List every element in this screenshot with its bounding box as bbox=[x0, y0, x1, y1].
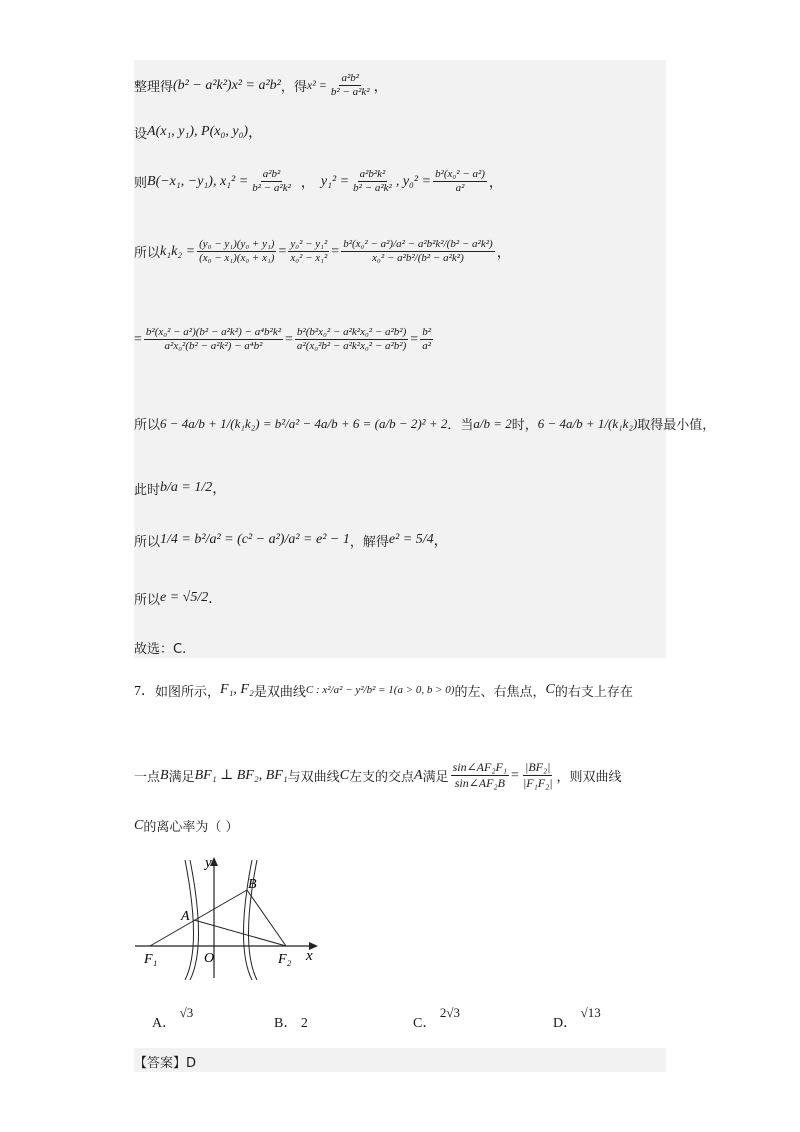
point-a-label: A bbox=[181, 909, 190, 924]
option-c[interactable] bbox=[413, 1005, 460, 1032]
equation: , y₀² = bbox=[395, 173, 432, 189]
equation: B bbox=[160, 767, 169, 783]
text: 时， bbox=[511, 418, 538, 433]
punct: ， bbox=[212, 482, 227, 497]
numerator: b²(x₀² − a²) bbox=[435, 168, 485, 180]
answer-text: 【答案】D bbox=[134, 1056, 197, 1071]
equation: 6 − 4a/b + 1/(k₁k₂) bbox=[537, 415, 638, 431]
denominator: b² − a²k² bbox=[252, 182, 291, 194]
point-f2-label: F₂ bbox=[278, 952, 292, 967]
option-b-label: B． bbox=[274, 1016, 298, 1031]
text: 故选：C. bbox=[134, 642, 187, 657]
option-d-value: √13 bbox=[580, 1005, 601, 1020]
question-number: 7． bbox=[134, 684, 155, 699]
equation: k₁k₂ = bbox=[160, 243, 196, 259]
numerator: |BF₂| bbox=[525, 760, 551, 774]
point-f1-label: F₁ bbox=[144, 952, 158, 967]
solution-line-6 bbox=[134, 414, 715, 433]
fraction bbox=[351, 168, 394, 195]
equation: 1/4 = b²/a² = (c² − a²)/a² = e² − 1 bbox=[160, 532, 350, 547]
fraction bbox=[341, 238, 494, 265]
text: 满足 bbox=[168, 770, 195, 785]
text: 所以 bbox=[134, 418, 161, 433]
punct: ， bbox=[248, 126, 263, 141]
denominator: sin∠AF₂B bbox=[454, 776, 505, 790]
solution-line-8 bbox=[134, 530, 448, 550]
option-b-value: 2 bbox=[300, 1016, 308, 1031]
text: 的左、右焦点， bbox=[454, 684, 546, 700]
text: 所以 bbox=[134, 246, 161, 261]
equation: a/b = 2 bbox=[473, 415, 512, 431]
numerator: b²(x₀² − a²)(b² − a²k²) − a⁴b²k² bbox=[145, 326, 282, 338]
hyperbola-figure bbox=[130, 850, 330, 980]
punct: ， bbox=[433, 534, 448, 549]
fraction bbox=[451, 760, 509, 791]
numerator: (y₀ − y₁)(y₀ + y₁) bbox=[199, 238, 275, 250]
text: 是双曲线 bbox=[253, 684, 306, 700]
equation: y₁² = bbox=[320, 173, 350, 189]
equation: C : x²/a² − y²/b² = 1(a > 0, b > 0) bbox=[305, 684, 455, 696]
equation: C bbox=[545, 682, 555, 697]
equation: e = √5/2 bbox=[160, 590, 209, 605]
line-a-f2 bbox=[194, 920, 286, 946]
fraction bbox=[329, 72, 372, 99]
equation: C bbox=[339, 767, 350, 783]
fraction bbox=[144, 326, 283, 353]
text: ，得 bbox=[280, 80, 307, 95]
numerator: b²(b²x₀² − a²k²x₀² − a²b²) bbox=[296, 326, 407, 338]
equals: = bbox=[511, 767, 519, 783]
y-label: y bbox=[205, 855, 212, 871]
text: 一点 bbox=[134, 770, 161, 785]
text: 取得最小值， bbox=[637, 418, 716, 433]
text: 的离心率为（ ） bbox=[143, 820, 239, 835]
text: 设 bbox=[134, 126, 148, 142]
numerator: b²(x₀² − a²)/a² − a²b²k²/(b² − a²k²) bbox=[343, 238, 493, 250]
denominator: a²x₀²(b² − a²k²) − a⁴b² bbox=[164, 340, 263, 352]
numerator: y₀² − y₁² bbox=[290, 238, 328, 250]
fraction bbox=[288, 238, 329, 265]
point-b-label: B bbox=[248, 877, 257, 892]
numerator: a²b²k² bbox=[359, 168, 386, 180]
option-b[interactable] bbox=[274, 1012, 308, 1032]
numerator: a²b² bbox=[262, 168, 281, 180]
fraction bbox=[420, 326, 433, 353]
punct: ， bbox=[373, 79, 388, 95]
fraction bbox=[295, 326, 408, 353]
denominator: x₀² − x₁² bbox=[290, 252, 328, 264]
option-d-label: D． bbox=[553, 1016, 578, 1031]
option-c-value: 2√3 bbox=[439, 1005, 460, 1020]
denominator: b² − a²k² bbox=[353, 182, 392, 194]
denominator: b² − a²k² bbox=[330, 86, 370, 98]
equation: A(x₁, y₁), P(x₀, y₀) bbox=[147, 124, 249, 139]
solution-line-3: 则 B(−x₁, −y₁), x₁² = $\frac{\text{a²b²}}{\text{b² − a²k²}}$ ， y₁² = $\frac{\text{a²b²k²}}{\text{b² − a²k²}}$ , y₀² = $\frac{\text{b²(x₀² − a²)}}{\text{a²}}$ ， bbox=[134, 168, 503, 194]
text: 此时 bbox=[134, 482, 161, 498]
fraction bbox=[250, 168, 293, 195]
option-c-label: C． bbox=[413, 1016, 437, 1031]
equation: C bbox=[134, 817, 144, 833]
line-b-f2 bbox=[247, 890, 286, 946]
fraction bbox=[197, 238, 276, 265]
solution-line-1 bbox=[134, 72, 388, 99]
question-line-3 bbox=[134, 816, 238, 835]
solution-line-2 bbox=[134, 122, 262, 142]
equation: BF₁ ⊥ BF₂, BF₁ bbox=[194, 768, 288, 783]
x-label: x bbox=[306, 948, 313, 964]
option-d[interactable] bbox=[553, 1005, 601, 1032]
equation: (b² − a²k²)x² = a²b² bbox=[173, 77, 281, 93]
equation: 6 − 4a/b + 1/(k₁k₂) = b²/a² − 4a/b + 6 = (a/b − 2)² + 2 bbox=[160, 415, 448, 431]
solution-background bbox=[134, 60, 666, 658]
text: ，解得 bbox=[349, 534, 389, 550]
option-a-value: √3 bbox=[179, 1005, 194, 1020]
fraction bbox=[521, 760, 555, 791]
equation: e² = 5/4 bbox=[388, 532, 434, 547]
fraction bbox=[433, 168, 487, 195]
text: 的右支上存在 bbox=[554, 684, 633, 700]
text: 则 bbox=[134, 176, 148, 191]
punct: ． bbox=[208, 592, 223, 607]
option-a-label: A． bbox=[152, 1016, 177, 1031]
numerator: a²b² bbox=[341, 72, 360, 84]
equation: F₁, F₂ bbox=[220, 682, 254, 697]
denominator: a² bbox=[455, 182, 465, 194]
text: ，则双曲线 bbox=[556, 770, 622, 785]
answer-line bbox=[134, 1052, 196, 1071]
text: 所以 bbox=[134, 592, 161, 608]
solution-line-4: 所以 k₁k₂ = $\frac{\text{(y₀ − y₁)(y₀ + y₁)}}{\text{(x₀ − x₁)(x₀ + x₁)}}$ = $\frac{\text{y₀² − y₁²}}{\text{x₀² − x₁²}}$ = $\frac{\text{b²(x₀² − a²)/a² − a²b²k²/(b² − a²k²)}}{\text{x₀² − a²b²/(b² − a²k²)}}$ ， bbox=[134, 238, 511, 264]
numerator: b² bbox=[422, 326, 431, 338]
denominator: |F₁F₂| bbox=[522, 776, 553, 790]
numerator: sin∠AF₂F₁ bbox=[452, 760, 508, 774]
solution-line-7 bbox=[134, 478, 226, 498]
denominator: (x₀ − x₁)(x₀ + x₁) bbox=[199, 252, 275, 264]
text: 满足 bbox=[422, 770, 449, 785]
answer-background bbox=[134, 1048, 666, 1072]
question-line-1 bbox=[134, 680, 633, 700]
question-line-2 bbox=[134, 760, 622, 791]
text: 如图所示， bbox=[155, 684, 221, 700]
solution-line-10 bbox=[134, 638, 186, 657]
equation: B(−x₁, −y₁), x₁² = bbox=[147, 173, 249, 189]
equation: b/a = 1/2 bbox=[160, 480, 213, 495]
denominator: a²(x₀²b² − a²k²x₀² − a²b²) bbox=[296, 340, 407, 352]
solution-line-5: = $\frac{\text{b²(x₀² − a²)(b² − a²k²) − a⁴b²k²}}{\text{a²x₀²(b² − a²k²) − a⁴b²}}$ = $\frac{\text{b²(b²x₀² − a²k²x₀² − a²b²)}}{\text{a²(x₀²b² − a²k²x₀² − a²b²)}}$ = $\frac{\text{b²}}{\text{a²}}$ bbox=[134, 326, 431, 352]
text: 整理得 bbox=[134, 80, 174, 95]
text: 与双曲线 bbox=[287, 770, 340, 785]
option-a[interactable] bbox=[152, 1005, 194, 1032]
equation: A bbox=[414, 767, 423, 783]
text: 左支的交点 bbox=[349, 770, 415, 785]
text: ．当 bbox=[447, 418, 474, 433]
denominator: x₀² − a²b²/(b² − a²k²) bbox=[372, 252, 464, 264]
denominator: a² bbox=[422, 340, 431, 352]
origin-label: O bbox=[204, 951, 215, 966]
text: 所以 bbox=[134, 534, 161, 550]
solution-line-9 bbox=[134, 588, 222, 608]
equation: x² = bbox=[306, 78, 327, 92]
